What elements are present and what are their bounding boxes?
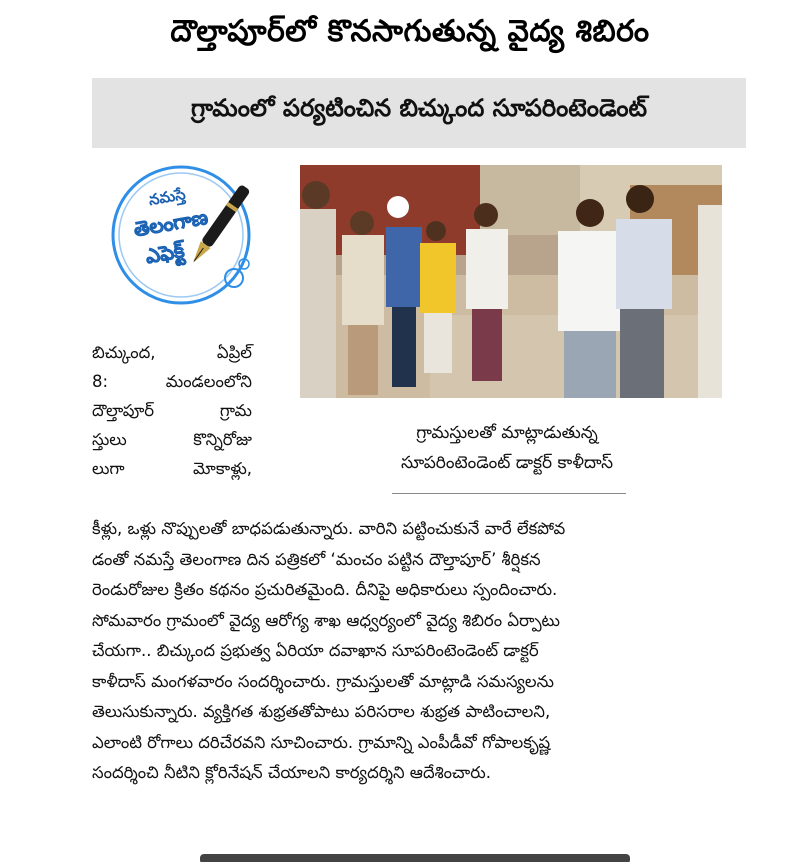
photo-caption-line1: గ్రామస్తులతో మాట్లాడుతున్న (416, 423, 598, 443)
body-line: డంతో నమస్తే తెలంగాణ దిన పత్రికలో ‘మంచం పట్టిన దౌల్తాపూర్’ శీర్షికన (92, 549, 541, 569)
intro-line: లుగా మోకాళ్లు, (92, 459, 252, 478)
logo-line1: నమస్తే (147, 185, 187, 210)
body-line: తెలుసుకున్నారు. వ్యక్తిగత శుభ్రతతోపాటు పరిసరాల శుభ్రత పాటించాలని, (92, 702, 551, 721)
headline: దౌల్తాపూర్‌లో కొనసాగుతున్న వైద్య శిబిరం (170, 14, 650, 49)
body-line: సోమవారం గ్రామంలో వైద్య ఆరోగ్య శాఖ ఆధ్వర్యంలో వైద్య శిబిరం ఏర్పాటు (92, 610, 560, 630)
namaste-telangana-effect-logo (106, 160, 256, 310)
caption-divider (392, 493, 626, 494)
body-line: కీళ్లు, ఒళ్లు నొప్పులతో బాధపడుతున్నారు. వారిని పట్టించుకునే వారే లేకపోవ (92, 519, 566, 538)
intro-line: 8: మండలంలోని (92, 372, 252, 391)
intro-line: దౌల్తాపూర్ గ్రామ (92, 401, 252, 420)
article-intro (92, 338, 252, 483)
person-1 (300, 181, 336, 398)
photo-caption-line2: సూపరింటెండెంట్ డాక్టర్ కాళీదాస్ (400, 453, 614, 473)
intro-line: స్తులు కొన్నిరోజు (92, 430, 252, 449)
body-line: కాళీదాస్ మంగళవారం సందర్శించారు. గ్రామస్తులతో మాట్లాడి సమస్యలను (92, 671, 554, 691)
body-line: చేయగా.. బిచ్కుంద ప్రభుత్వ ఏరియా దవాఖాన సూపరింటెండెంట్ డాక్టర్ (92, 641, 539, 660)
article-body (92, 514, 748, 789)
person-5 (466, 203, 508, 381)
logo-line2: తెలంగాణ (131, 204, 210, 242)
person-2 (342, 211, 384, 395)
news-photo (300, 165, 722, 398)
subheadline-band (92, 78, 746, 148)
body-line: ఎలాంటి రోగాలు దరిచేరవని సూచించారు. గ్రామాన్ని ఎంపీడీవో గోపాలకృష్ణ (92, 732, 551, 752)
subheadline: గ్రామంలో పర్యటించిన బిచ్కుంద సూపరింటెండెంట్ (190, 94, 648, 122)
person-4 (420, 221, 456, 373)
photo-caption (316, 418, 698, 478)
intro-line: బిచ్కుంద, ఏప్రిల్ (92, 343, 252, 362)
cutoff-next-headline (200, 846, 630, 862)
body-line: రెండురోజుల క్రితం కథనం ప్రచురితమైంది. దీనిపై అధికారులు స్పందించారు. (92, 580, 558, 599)
body-line: సందర్శించి నీటిని క్లోరినేషన్ చేయాలని కార్యదర్శిని ఆదేశించారు. (92, 763, 491, 782)
logo-line3: ఎఫెక్ట్ (143, 237, 187, 269)
